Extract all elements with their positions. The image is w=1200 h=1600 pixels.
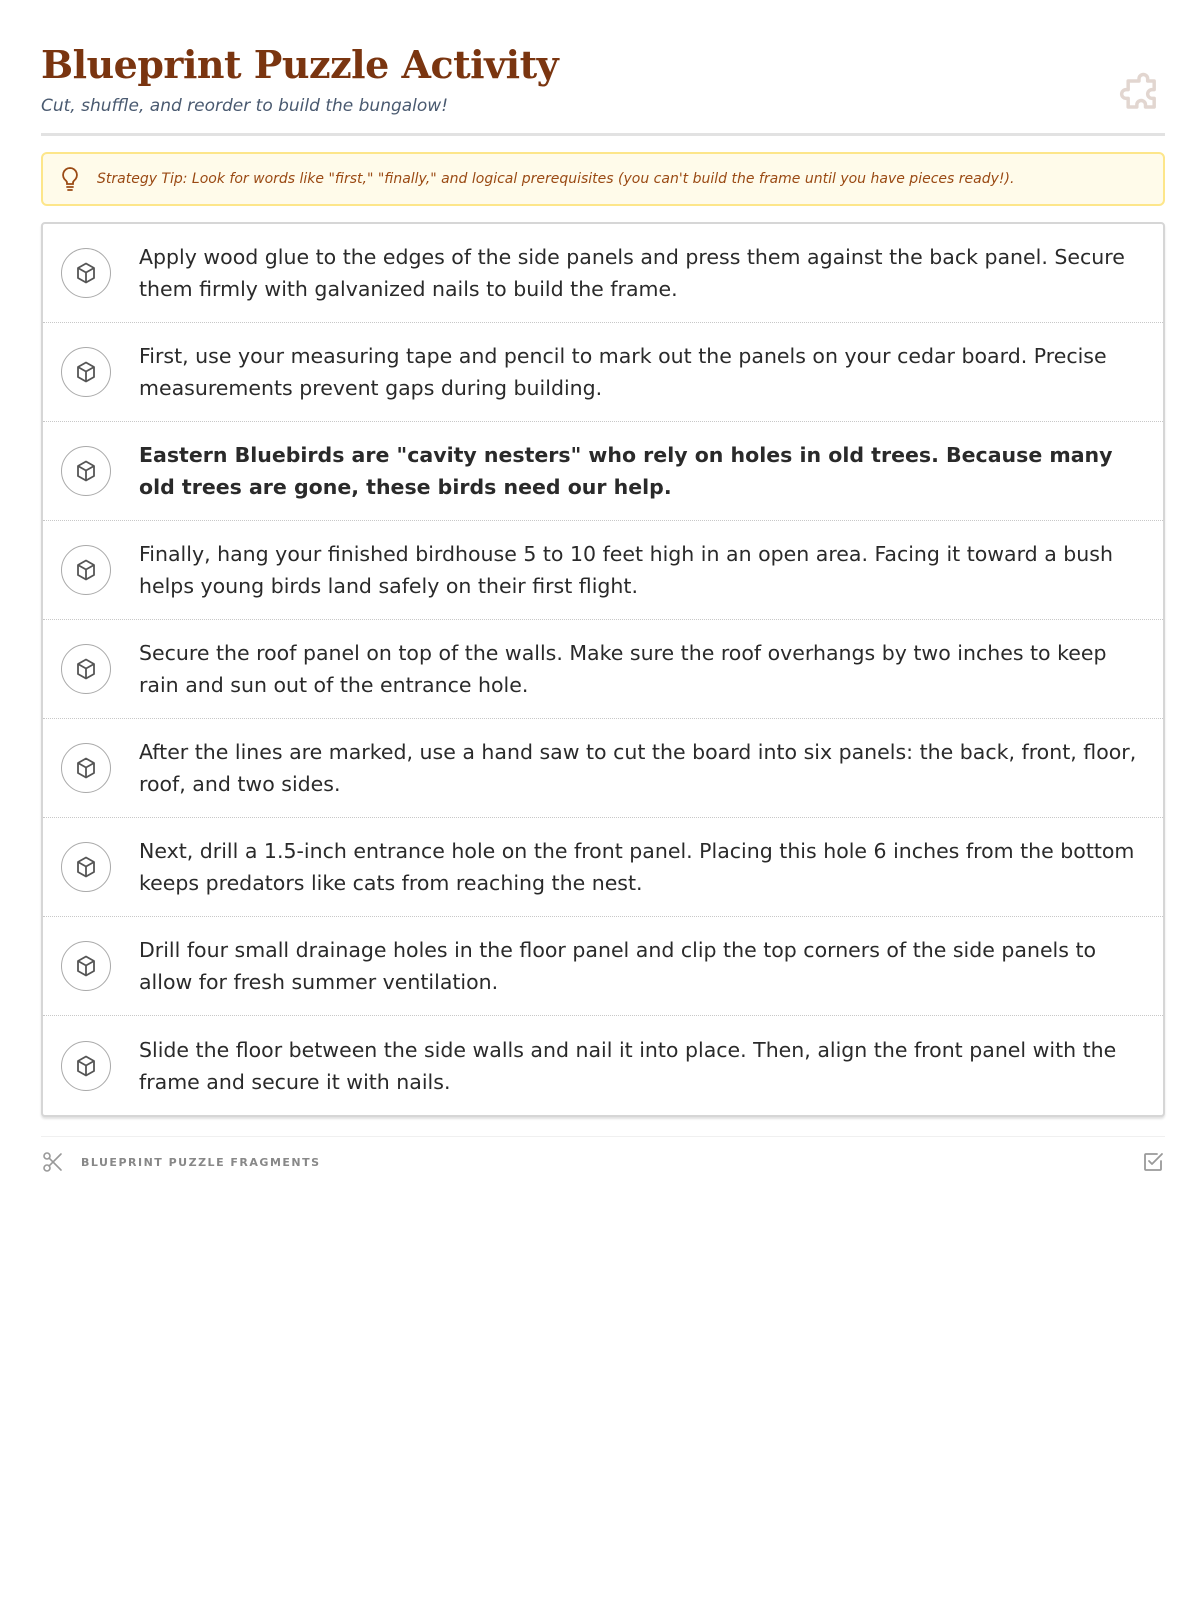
puzzle-icon (1113, 68, 1165, 120)
fragment-badge (61, 347, 111, 397)
cube-icon (74, 1054, 98, 1078)
footer-label: BLUEPRINT PUZZLE FRAGMENTS (81, 1155, 321, 1169)
fragment-text: After the lines are marked, use a hand saw to cut the board into six panels: the back, front, floor, roof, and two sides. (139, 740, 1137, 796)
fragment-row[interactable] (43, 1016, 1163, 1115)
fragment-row[interactable] (43, 917, 1163, 1016)
fragment-row[interactable] (43, 224, 1163, 323)
fragment-badge (61, 842, 111, 892)
cube-icon (74, 954, 98, 978)
page-subtitle: Cut, shuffle, and reorder to build the bungalow! (41, 96, 449, 116)
fragment-text: Drill four small drainage holes in the floor panel and clip the top corners of the side panels to allow for fresh summer ventilation. (139, 938, 1097, 994)
fragment-row[interactable] (43, 323, 1163, 422)
cube-icon (74, 459, 98, 483)
fragment-badge (61, 941, 111, 991)
lightbulb-icon (59, 166, 81, 192)
fragment-text: First, use your measuring tape and pencil to mark out the panels on your cedar board. Precise measurements prevent gaps during building. (139, 344, 1107, 400)
fragment-text: Apply wood glue to the edges of the side panels and press them against the back panel. Secure them firmly with galvanized nails to build the frame. (139, 245, 1125, 301)
fragment-text: Eastern Bluebirds are "cavity nesters" who rely on holes in old trees. Because many old trees are gone, these birds need our help. (139, 443, 1113, 499)
page-title: Blueprint Puzzle Activity (41, 42, 559, 87)
fragment-badge (61, 743, 111, 793)
footer (41, 1136, 1165, 1187)
cube-icon (74, 855, 98, 879)
cube-icon (74, 360, 98, 384)
checkbox-icon[interactable] (1141, 1150, 1165, 1174)
strategy-tip (41, 152, 1165, 206)
cube-icon (74, 261, 98, 285)
fragment-badge (61, 1041, 111, 1091)
page (41, 0, 1165, 1169)
fragment-badge (61, 446, 111, 496)
fragment-text: Slide the floor between the side walls and nail it into place. Then, align the front panel with the frame and secure it with nails. (139, 1037, 1117, 1094)
fragment-row[interactable] (43, 422, 1163, 521)
fragment-badge (61, 248, 111, 298)
tip-text: Strategy Tip: Look for words like "first," "finally," and logical prerequisites (you can't build the frame until you have pieces ready!). (97, 171, 1015, 187)
header (41, 0, 1165, 136)
fragment-row[interactable] (43, 521, 1163, 620)
cube-icon (74, 756, 98, 780)
fragment-text: Finally, hang your finished birdhouse 5 to 10 feet high in an open area. Facing it toward a bush helps young birds land safely on their first flight. (139, 542, 1113, 598)
cube-icon (74, 657, 98, 681)
cube-icon (74, 558, 98, 582)
scissors-icon[interactable] (41, 1150, 65, 1174)
fragment-text: Next, drill a 1.5-inch entrance hole on the front panel. Placing this hole 6 inches from the bottom keeps predators like cats from reaching the nest. (139, 839, 1135, 895)
fragment-list (41, 222, 1165, 1117)
fragment-badge (61, 545, 111, 595)
fragment-row[interactable] (43, 818, 1163, 917)
fragment-row[interactable] (43, 719, 1163, 818)
fragment-row[interactable] (43, 620, 1163, 719)
fragment-text: Secure the roof panel on top of the walls. Make sure the roof overhangs by two inches to keep rain and sun out of the entrance hole. (139, 641, 1107, 697)
fragment-badge (61, 644, 111, 694)
